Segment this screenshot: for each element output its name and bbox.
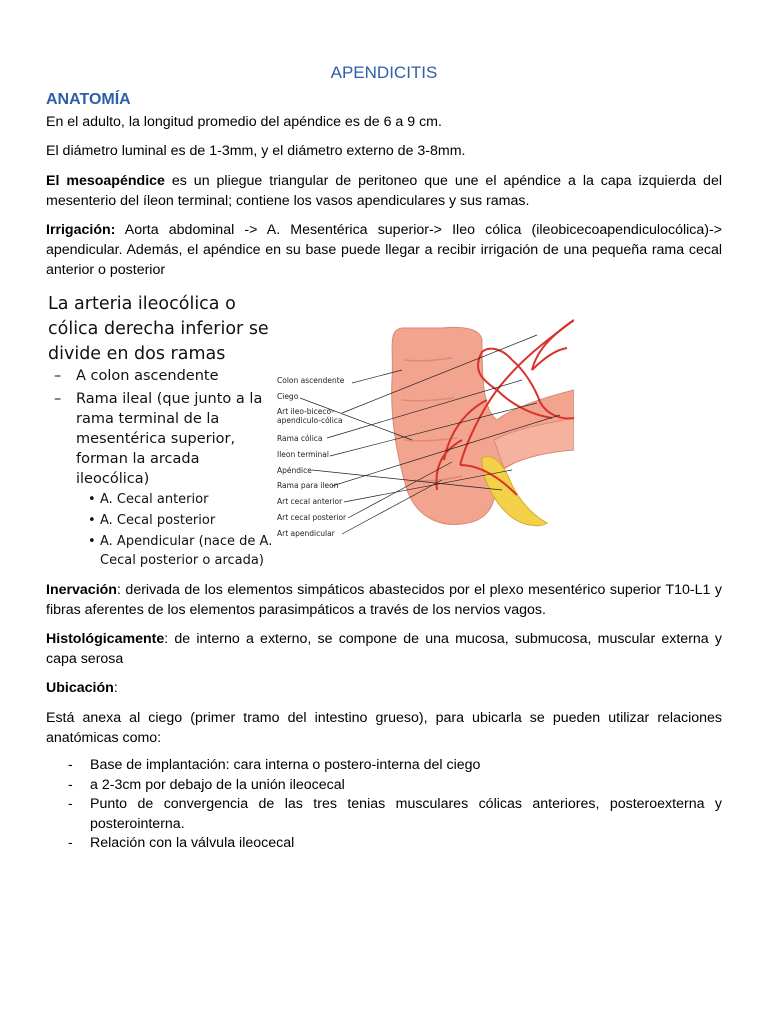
figure-heading: La arteria ileocólica o cólica derecha inferior se divide en dos ramas [48,294,269,364]
label-art-cecal-posterior: Art cecal posterior [277,513,347,522]
bold-term: Histológicamente [46,631,165,647]
bold-term: El mesoapéndice [46,173,165,189]
paragraph-irrigacion: Irrigación: Aorta abdominal -> A. Mesentérica superior-> Ileo cólica (ileobicecoapendiculocólica)-> apendicular. Además, el apéndice en su base puede llegar a recibir irrigación de una pequeña rama cecal anterior o posterior [46,222,722,278]
bold-term: Irrigación: [46,222,116,238]
paragraph-anexa: Está anexa al ciego (primer tramo del intestino grueso), para ubicarla se pueden utilizar relaciones anatómicas como: [46,710,722,746]
relations-list [46,756,722,854]
label-ciego: Ciego [277,392,299,401]
paragraph-ubicacion: Ubicación: [46,680,118,696]
list-item: - Relación con la válvula ileocecal [68,835,295,851]
label-apendice: Apéndice [277,466,312,475]
paragraph-mesoapendice: El mesoapéndice es un pliegue triangular de peritoneo que une el apéndice a la capa izquierda del mesenterio del íleon terminal; contiene los vasos apendiculares y sus ramas. [46,173,722,209]
anatomy-figure: La arteria ileocólica o cólica derecha inferior se divide en dos ramas – A colon ascendente – Rama ileal (que junto a la rama terminal de la mesentérica superior, forman la arcada ileocólica) • A. Cecal anterior • A. Cecal posterior • A. Apendicular (nace de A. Cecal posterior o arcada) Colon ascendente Ciego Art ileo-biceco-apendiculo-cólica Rama cólica Ileon terminal Apéndice Rama para ileon Art cecal anterior Art cecal posterior Art apendicular [42,290,574,570]
label-art-apendicular: Art apendicular [277,529,335,538]
list-item: - Punto de convergencia de las tres tenias musculares cólicas anteriores, posteroexterna y posterointerna. [68,796,722,832]
paragraph-diametro: El diámetro luminal es de 1-3mm, y el diámetro externo de 3-8mm. [46,143,466,159]
label-colon-ascendente: Colon ascendente [277,376,345,385]
bold-term: Inervación [46,582,117,598]
label-art-ileo-biceco: Art ileo-biceco-apendiculo-cólica [277,407,343,425]
bold-term: Ubicación [46,680,114,696]
appendix-shape [482,457,547,526]
list-item: - a 2-3cm por debajo de la unión ileocecal [68,776,345,793]
list-item: - Base de implantación: cara interna o postero-interna del ciego [68,757,481,773]
label-ileon-terminal: Ileon terminal [277,450,329,459]
label-rama-colica: Rama cólica [277,434,323,443]
paragraph-longitud: En el adulto, la longitud promedio del apéndice es de 6 a 9 cm. [46,114,442,130]
paragraph-inervacion: Inervación: derivada de los elementos simpáticos abastecidos por el plexo mesentérico superior T10-L1 y fibras aferentes de los elementos parasimpáticos a través de los nervios vagos. [46,582,722,618]
paragraph-histologia: Histológicamente: de interno a externo, se compone de una mucosa, submucosa, muscular externa y capa serosa [46,631,722,667]
appendix-anatomy-illustration [42,290,574,570]
label-art-cecal-anterior: Art cecal anterior [277,497,343,506]
document-title: APENDICITIS [330,63,438,82]
label-rama-para-ileon: Rama para ileon [277,481,339,490]
section-heading-anatomia: ANATOMÍA [46,91,131,108]
